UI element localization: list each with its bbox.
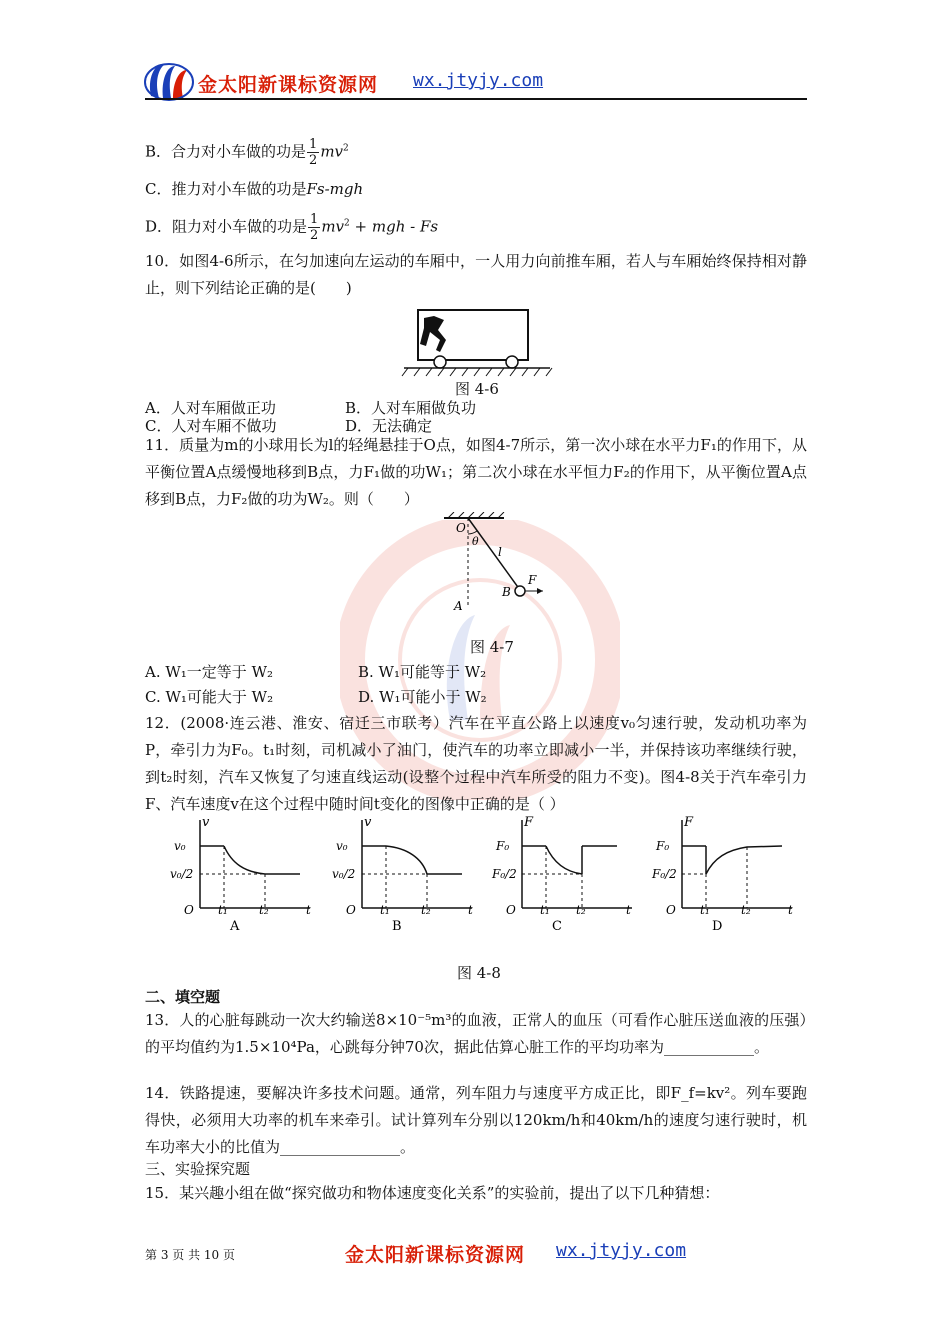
graph-d-x-axis-label: t bbox=[788, 903, 793, 917]
fig-label-b: B bbox=[502, 585, 511, 599]
logo-icon bbox=[143, 58, 195, 102]
q10-option-d: D．无法确定 bbox=[345, 417, 433, 435]
graph-d-y-axis-label: F bbox=[684, 815, 694, 830]
q12-text: 12．(2008·连云港、淮安、宿迁三市联考）汽车在平直公路上以速度v₀匀速行驶，发动机功率为P，牵引力为F₀。t₁时刻，司机减小了油门，使汽车的功率立即减小一半，并保持该功率继续行驶，到t₂时刻，汽车又恢复了匀速直线运动(设整个过程中汽车所受的阻力不变)。图4-8关于汽车牵引力F、汽车速度v在这个过程中随时间t变化的图像中正确的是（ ） bbox=[145, 714, 807, 813]
q9-option-d: D．阻力对小车做的功是 $\frac{1}{2}$ $mv^2$ + mgh - Fs bbox=[145, 212, 439, 243]
graph-a-origin: O bbox=[184, 903, 194, 917]
fig-label-l: l bbox=[498, 545, 502, 559]
figure-4-7 bbox=[440, 512, 550, 622]
graph-b-origin: O bbox=[346, 903, 356, 917]
section-3-title: 三、实验探究题 bbox=[145, 1160, 251, 1178]
graph-b bbox=[332, 815, 473, 934]
graph-b-y-axis-label: v bbox=[364, 815, 372, 830]
graph-d-t2-label: t₂ bbox=[741, 903, 751, 917]
footer-url-link[interactable]: wx.jtyjy.com bbox=[556, 1240, 687, 1261]
graph-d-mid-label: F₀/2 bbox=[652, 867, 677, 881]
graph-b-t1-label: t₁ bbox=[380, 903, 390, 917]
graph-b-top-label: v₀ bbox=[336, 839, 348, 853]
q9-option-b: B．合力对小车做的功是 $\frac{1}{2}$ $mv^2$ bbox=[145, 137, 349, 168]
graph-b-x-axis-label: t bbox=[468, 903, 473, 917]
graph-b-label: B bbox=[392, 919, 402, 934]
q9-option-c: C．推力对小车做的功是Fs-mgh bbox=[145, 180, 364, 198]
footer-site-name: 金太阳新课标资源网 bbox=[345, 1244, 526, 1266]
graph-d-origin: O bbox=[666, 903, 676, 917]
graph-d bbox=[651, 815, 793, 934]
graph-b-t2-label: t₂ bbox=[421, 903, 431, 917]
q11-option-a: A. W₁一定等于 W₂ bbox=[145, 663, 273, 681]
q10-option-a: A．人对车厢做正功 bbox=[145, 399, 276, 417]
graph-a-top-label: v₀ bbox=[174, 839, 186, 853]
graph-d-label: D bbox=[712, 919, 723, 934]
q13-text: 13．人的心脏每跳动一次大约输送8×10⁻⁵m³的血液，正常人的血压（可看作心脏压送血液的压强）的平均值约为1.5×10⁴Pa，心跳每分钟70次，据此估算心脏工作的平均功率为____________。 bbox=[145, 1011, 807, 1056]
graph-c-top-label: F₀ bbox=[496, 839, 510, 853]
header-site-name: 金太阳新课标资源网 bbox=[198, 74, 379, 96]
fig-label-theta: θ bbox=[472, 535, 479, 548]
graph-b-mid-label: v₀/2 bbox=[332, 867, 356, 881]
figure-4-8 bbox=[170, 812, 810, 942]
q10-option-c: C．人对车厢不做功 bbox=[145, 417, 277, 435]
graph-c bbox=[491, 815, 632, 934]
q11-option-c: C. W₁可能大于 W₂ bbox=[145, 688, 274, 706]
graph-a-x-axis-label: t bbox=[306, 903, 311, 917]
graph-c-t1-label: t₁ bbox=[540, 903, 550, 917]
q10-text: 10．如图4-6所示，在匀加速向左运动的车厢中，一人用力向前推车厢，若人与车厢始终保持相对静止，则下列结论正确的是( ) bbox=[145, 252, 807, 297]
graph-c-t2-label: t₂ bbox=[576, 903, 586, 917]
q14-text: 14．铁路提速，要解决许多技术问题。通常，列车阻力与速度平方成正比，即F_f=kv²。列车要跑得快，必须用大功率的机车来牵引。试计算列车分别以120km/h和40km/h的速度匀速行驶时，机车功率大小的比值为________________。 bbox=[145, 1084, 807, 1156]
q15-text: 15．某兴趣小组在做“探究做功和物体速度变化关系”的实验前，提出了以下几种猜想： bbox=[145, 1184, 720, 1202]
graph-a-t2-label: t₂ bbox=[259, 903, 269, 917]
graph-a-mid-label: v₀/2 bbox=[170, 867, 194, 881]
footer-page-number: 第 3 页 共 10 页 bbox=[145, 1248, 235, 1262]
header-url-link[interactable]: wx.jtyjy.com bbox=[413, 70, 544, 91]
section-2-title: 二、填空题 bbox=[145, 988, 221, 1006]
graph-c-y-axis-label: F bbox=[524, 815, 534, 830]
graph-c-label: C bbox=[552, 919, 562, 934]
fig-label-o: O bbox=[456, 521, 466, 535]
graph-a-t1-label: t₁ bbox=[218, 903, 228, 917]
fig-label-a: A bbox=[454, 599, 463, 613]
graph-a-y-axis-label: v bbox=[202, 815, 210, 830]
graph-c-origin: O bbox=[506, 903, 516, 917]
q11-option-b: B. W₁可能等于 W₂ bbox=[358, 663, 487, 681]
figure-4-6-caption: 图 4-6 bbox=[455, 380, 499, 398]
q11-option-d: D. W₁可能小于 W₂ bbox=[358, 688, 487, 706]
figure-4-6 bbox=[400, 306, 555, 380]
graph-c-mid-label: F₀/2 bbox=[492, 867, 517, 881]
figure-4-8-caption: 图 4-8 bbox=[457, 964, 501, 982]
header-divider bbox=[145, 98, 807, 100]
graph-c-x-axis-label: t bbox=[626, 903, 631, 917]
graph-d-t1-label: t₁ bbox=[700, 903, 710, 917]
graph-d-top-label: F₀ bbox=[656, 839, 670, 853]
graph-a-label: A bbox=[230, 919, 240, 934]
fig-label-f: F bbox=[528, 573, 537, 587]
q10-option-b: B．人对车厢做负功 bbox=[345, 399, 477, 417]
figure-4-7-caption: 图 4-7 bbox=[470, 638, 514, 656]
q11-text: 11．质量为m的小球用长为l的轻绳悬挂于O点，如图4-7所示，第一次小球在水平力F₁的作用下，从平衡位置A点缓慢地移到B点，力F₁做的功W₁；第二次小球在水平恒力F₂的作用下，从平衡位置A点移到B点，力F₂做的功为W₂。则（ ） bbox=[145, 436, 807, 508]
graph-a bbox=[170, 815, 311, 934]
